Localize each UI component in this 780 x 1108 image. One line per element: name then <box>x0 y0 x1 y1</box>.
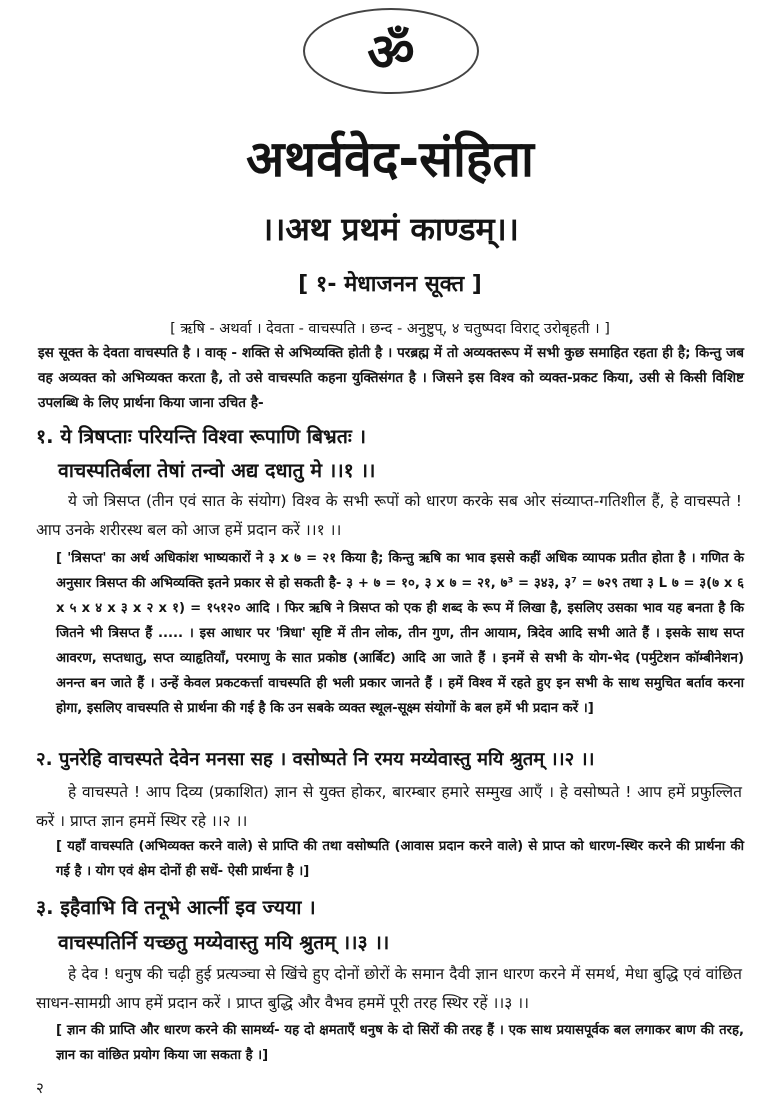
mantra-1-note: [ 'त्रिसप्त' का अर्थ अधिकांश भाष्यकारों ने ३ x ७ = २१ किया है; किन्तु ऋषि का भाव इससे कहीं अधिक व्यापक प्रतीत होता है । गणित के अनुसार त्रिसप्त की अभिव्यक्ति इतने प्रकार से हो सकती है- ३ + ७ = १०, ३ x ७ = २१, ७³ = ३४३, ३⁷ = ७२९ तथा ३ L ७ = ३(७ x ६ x ५ x ४ x ३ x २ x १) = १५१२० आदि । फिर ऋषि ने त्रिसप्त को एक ही शब्द के रूप में लिखा है, इसलिए उसका भाव यह बनता है कि जितने भी त्रिसप्त हैं ..... । इस आधार पर 'त्रिधा' सृष्टि में तीन लोक, तीन गुण, तीन आयाम, त्रिदेव आदि सभी आते हैं । इसके साथ सप्त आवरण, सप्तधातु, सप्त व्याहृतियाँ, परमाणु के सात प्रकोष्ठ (आर्बिट) आदि आ जाते हैं । इनमें से सभी के योग-भेद (पर्मुटेशन कॉम्बीनेशन) अनन्त बन जाते हैं । उन्हें केवल प्रकटकर्त्ता वाचस्पति ही भली प्रकार जानते हैं । हमें विश्व में रहते हुए इन सभी के साथ समुचित बर्ताव करना होगा, इसलिए वाचस्पति से प्रार्थना की गई है कि उन सबके व्यक्त स्थूल-सूक्ष्म संयोगों के बल हमें भी प्रदान करें ।] <box>56 551 744 716</box>
om-emblem <box>303 8 479 94</box>
om-symbol: ॐ <box>367 23 415 83</box>
sukta-heading: [ १- मेधाजनन सूक्त ] <box>298 272 482 297</box>
mantra-1-line-2: वाचस्पतिर्बला तेषां तन्वो अद्य दधातु मे ।।१ ।। <box>58 459 376 482</box>
page-title: अथर्ववेद-संहिता <box>246 130 534 188</box>
mantra-3-line-1: ३. इहैवाभि वि तनूभे आर्त्नी इव ज्यया । <box>36 896 316 919</box>
kanda-heading: ।।अथ प्रथमं काण्डम्।। <box>261 210 519 248</box>
page-number: २ <box>36 1079 44 1097</box>
rishi-devata-line: [ ऋषि - अथर्वा । देवता - वाचस्पति । छन्द - अनुष्टुप्, ४ चतुष्पदा विराट् उरोबृहती । ] <box>170 321 610 337</box>
mantra-3-note: [ ज्ञान की प्राप्ति और धारण करने की सामर्थ्य- यह दो क्षमताएँ धनुष के दो सिरों की तरह हैं । एक साथ प्रयासपूर्वक बल लगाकर बाण की तरह, ज्ञान का वांछित प्रयोग किया जा सकता है ।] <box>56 1023 744 1063</box>
mantra-3-translation: हे देव ! धनुष की चढ़ी हुई प्रत्यञ्चा से खिंचे हुए दोनों छोरों के समान दैवी ज्ञान धारण करने में समर्थ, मेधा बुद्धि एवं वांछित साधन-सामग्री आप हमें प्रदान करें । प्राप्त बुद्धि और वैभव हममें पूरी तरह स्थिर रहें ।।३ ।। <box>36 965 742 1012</box>
mantra-2-translation: हे वाचस्पते ! आप दिव्य (प्रकाशित) ज्ञान से युक्त होकर, बारम्बार हमारे सम्मुख आएँ । हे वसोष्पते ! आप हमें प्रफुल्लित करें । प्राप्त ज्ञान हममें स्थिर रहे ।।२ ।। <box>36 783 742 830</box>
mantra-2-note: [ यहाँ वाचस्पति (अभिव्यक्त करने वाले) से प्राप्ति की तथा वसोष्पति (आवास प्रदान करने वाले) से प्राप्त को धारण-स्थिर करने की प्रार्थना की गई है । योग एवं क्षेम दोनों ही सधें- ऐसी प्रार्थना है ।] <box>56 839 744 879</box>
mantra-2-line: २. पुनरेहि वाचस्पते देवेन मनसा सह । वसोष्पते नि रमय मय्येवास्तु मयि श्रुतम् ।।२ ।। <box>36 749 595 770</box>
mantra-1-line-1: १. ये त्रिषप्ताः परियन्ति विश्वा रूपाणि बिभ्रतः । <box>36 425 366 448</box>
intro-paragraph: इस सूक्त के देवता वाचस्पति है । वाक् - शक्ति से अभिव्यक्ति होती है । परब्रह्म में तो अव्यक्तरूप में सभी कुछ समाहित रहता ही है; किन्तु जब वह अव्यक्त को अभिव्यक्त करता है, तो उसे वाचस्पति कहना युक्तिसंगत है । जिसने इस विश्व को व्यक्त-प्रकट किया, उसी से किसी विशिष्ट उपलब्धि के लिए प्रार्थना किया जाना उचित है- <box>38 345 744 411</box>
mantra-3-line-2: वाचस्पतिर्नि यच्छतु मय्येवास्तु मयि श्रुतम् ।।३ ।। <box>58 931 390 954</box>
mantra-1-translation: ये जो त्रिसप्त (तीन एवं सात के संयोग) विश्व के सभी रूपों को धारण करके सब ओर संव्याप्त-गतिशील हैं, हे वाचस्पते ! आप उनके शरीरस्थ बल को आज हमें प्रदान करें ।।१ ।। <box>36 492 742 539</box>
